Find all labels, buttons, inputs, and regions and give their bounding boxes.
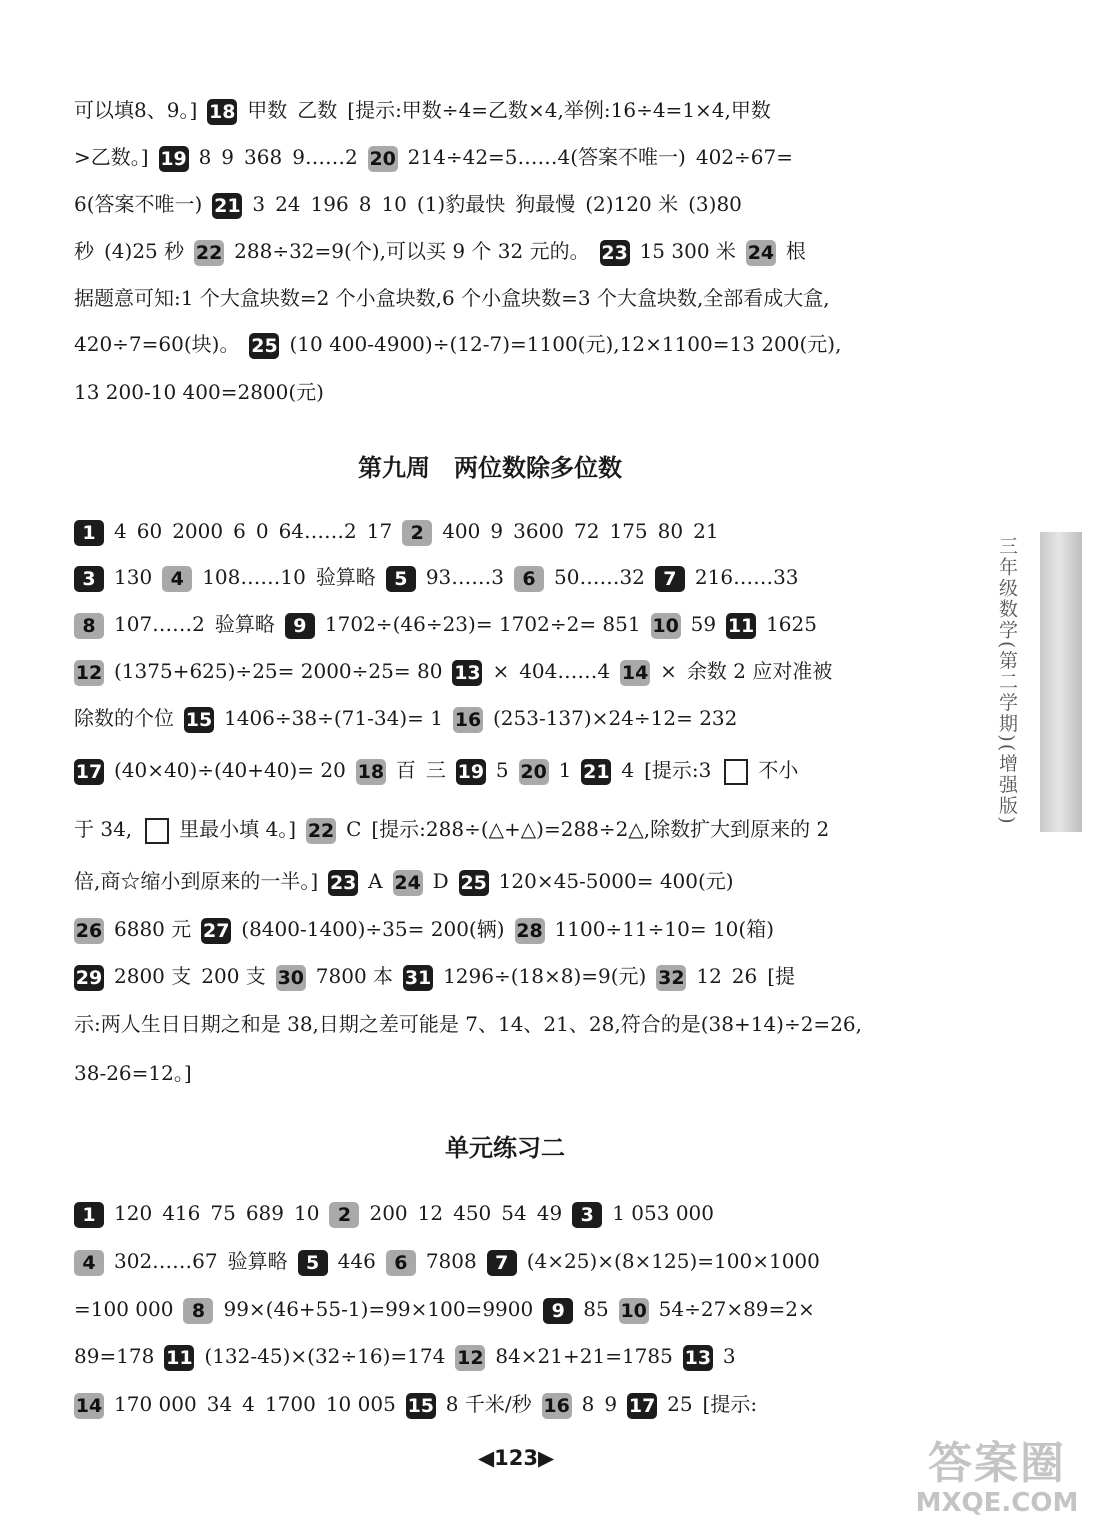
answer-text: (1375+625)÷25= 2000÷25= 80 (114, 659, 443, 683)
question-number-badge: 9 (543, 1298, 573, 1324)
answer-text: (4×25)×(8×125)=100×1000 (526, 1249, 820, 1273)
answer-line-15 (74, 917, 784, 944)
answer-text: 8 (198, 145, 212, 169)
question-number-badge: 8 (74, 613, 104, 639)
question-number-badge: 17 (628, 1394, 656, 1417)
answer-text: 59 (690, 612, 717, 636)
answer-text: 4 (621, 758, 635, 782)
answer-text: × (660, 659, 677, 683)
question-number-badge: 18 (209, 100, 236, 123)
question-number-badge: 15 (185, 708, 213, 731)
answer-text: 368 (244, 145, 283, 169)
answer-text: 21 (693, 519, 719, 543)
answer-line-21 (74, 1297, 825, 1324)
question-number-badge: 18 (357, 760, 385, 783)
answer-text: 446 (337, 1249, 376, 1273)
answer-text: 12 (417, 1201, 444, 1225)
question-number-badge: 2 (402, 520, 432, 546)
answer-text: 9 (490, 519, 504, 543)
question-number-badge: 14 (75, 1394, 103, 1417)
section-title-week9: 第九周 两位数除多位数 (358, 453, 622, 482)
answer-text: 420÷7=60(块)。 (74, 332, 240, 356)
answer-text: 402÷67= (695, 145, 794, 169)
answer-text: 7808 (425, 1249, 477, 1273)
answer-text: 4 (242, 1392, 255, 1416)
answer-text: 1 (558, 758, 572, 782)
answer-text: 2000 (172, 519, 224, 543)
answer-text: (1)豹最快 (416, 192, 506, 216)
answer-text: (132-45)×(32÷16)=174 (204, 1344, 446, 1368)
question-number-badge: 29 (75, 966, 103, 989)
answer-text: 80 (657, 519, 684, 543)
question-number-badge: 23 (329, 871, 357, 894)
answer-text: 107……2 (114, 612, 205, 636)
answer-text: 200 支 (201, 964, 266, 988)
answer-text: 175 (609, 519, 648, 543)
answer-text: [提示: (702, 1392, 758, 1416)
answer-text: 三 (425, 758, 446, 782)
question-number-badge: 25 (460, 871, 487, 894)
question-number-badge: 4 (74, 1250, 104, 1276)
question-number-badge: 6 (514, 566, 544, 592)
question-number-badge: 31 (404, 966, 432, 989)
answer-text: 404……4 (519, 659, 611, 683)
answer-text: 3 (252, 192, 266, 216)
answer-line-0 (74, 98, 781, 125)
question-number-badge: 13 (684, 1346, 712, 1369)
answer-text: 狗最慢 (515, 192, 576, 216)
question-number-badge: 10 (652, 614, 679, 637)
answer-text: 余数 2 应对准被 (686, 659, 833, 683)
question-number-badge: 19 (160, 147, 187, 170)
answer-line-8 (74, 565, 809, 592)
section-title-unit2: 单元练习二 (445, 1133, 565, 1162)
answer-text: 10 (381, 192, 407, 216)
answer-text: 验算略 (214, 612, 275, 636)
blank-box (145, 818, 169, 844)
answer-text: 百 (395, 758, 416, 782)
answer-text: 34 (206, 1392, 233, 1416)
question-number-badge: 21 (583, 760, 610, 783)
answer-text: 7800 本 (315, 964, 394, 988)
answer-text: × (492, 659, 510, 683)
question-number-badge: 27 (203, 919, 230, 942)
question-number-badge: 24 (394, 871, 421, 894)
answer-text: 4 (114, 519, 127, 543)
answer-text: 根 (785, 239, 806, 263)
answer-text: D (432, 869, 449, 893)
answer-text: 1700 (264, 1392, 316, 1416)
answer-text: 12 (696, 964, 722, 988)
question-number-badge: 21 (214, 194, 241, 217)
answer-text: 乙数 (297, 98, 338, 122)
answer-text: 甲数 (247, 98, 288, 122)
question-number-badge: 1 (74, 520, 104, 546)
answer-text: 400 (442, 519, 481, 543)
answer-text: 93……3 (425, 565, 504, 589)
answer-text: 于 34, (74, 817, 133, 841)
answer-text: 1625 (766, 612, 817, 636)
watermark-logo (912, 1440, 1082, 1530)
answer-text: 196 (310, 192, 349, 216)
answer-text: >乙数。] (74, 145, 149, 169)
answer-text: (40×40)÷(40+40)= 20 (114, 758, 346, 782)
answer-text: 6(答案不唯一) (74, 192, 203, 216)
answer-text: 6880 元 (114, 917, 192, 941)
answer-text: 170 000 (114, 1392, 197, 1416)
answer-text: 24 (275, 192, 301, 216)
question-number-badge: 12 (75, 661, 103, 684)
question-number-badge: 20 (369, 147, 396, 170)
answer-line-22 (74, 1344, 746, 1371)
answer-text: 214÷42=5……4(答案不唯一) (407, 145, 686, 169)
answer-text: 8 (358, 192, 372, 216)
answer-line-16 (74, 964, 805, 991)
answer-line-9 (74, 612, 827, 639)
answer-text: 108……10 (202, 565, 306, 589)
answer-text: 9 (221, 145, 235, 169)
question-number-badge: 4 (162, 566, 192, 592)
answer-text: (4)25 秒 (104, 239, 185, 263)
answer-text: 6 (233, 519, 246, 543)
watermark-line-1: 答案圈 (928, 1438, 1066, 1489)
question-number-badge: 32 (658, 966, 685, 989)
answer-text: 据题意可知:1 个大盒块数=2 个小盒块数,6 个小盒块数=3 个大盒块数,全部看成大盒, (74, 286, 830, 310)
page-number: ◀123▶ (478, 1446, 555, 1470)
question-number-badge: 8 (183, 1298, 213, 1324)
question-number-badge: 16 (454, 708, 482, 731)
answer-text: [提 (767, 964, 796, 988)
answer-text: 1100÷11÷10= 10(箱) (554, 917, 775, 941)
answer-text: 49 (536, 1201, 563, 1225)
blank-box (724, 759, 748, 785)
answer-line-18 (74, 1061, 202, 1085)
question-number-badge: 24 (747, 241, 775, 264)
question-number-badge: 15 (407, 1394, 435, 1417)
answer-text: 72 (574, 519, 600, 543)
answer-line-20 (74, 1249, 830, 1276)
answer-line-7 (74, 519, 729, 546)
answer-text: 99×(46+55-1)=99×100=9900 (223, 1297, 534, 1321)
answer-text: 8 (581, 1392, 595, 1416)
answer-text: 0 (255, 519, 269, 543)
question-number-badge: 22 (195, 241, 223, 264)
answer-line-3 (74, 239, 816, 266)
answer-text: 9 (604, 1392, 618, 1416)
answer-text: 54 (501, 1201, 527, 1225)
question-number-badge: 28 (516, 919, 543, 942)
answer-text: 450 (453, 1201, 492, 1225)
question-number-badge: 20 (520, 760, 547, 783)
answer-text: 3600 (513, 519, 565, 543)
answer-text: 200 (369, 1201, 408, 1225)
answer-text: 50……32 (554, 565, 645, 589)
answer-text: 416 (162, 1201, 201, 1225)
answer-text: 10 (294, 1201, 320, 1225)
answer-text: 130 (114, 565, 153, 589)
answer-text: 17 (366, 519, 393, 543)
question-number-badge: 25 (251, 334, 278, 357)
answer-text: (8400-1400)÷35= 200(辆) (241, 917, 505, 941)
answer-text: 10 005 (325, 1392, 396, 1416)
answer-text: 除数的个位 (74, 706, 174, 730)
question-number-badge: 6 (386, 1250, 416, 1276)
question-number-badge: 19 (457, 760, 485, 783)
answer-text: 64……2 (278, 519, 357, 543)
answer-line-11 (74, 706, 747, 733)
question-number-badge: 22 (307, 819, 335, 842)
question-number-badge: 7 (487, 1250, 517, 1276)
question-number-badge: 23 (601, 241, 628, 264)
question-number-badge: 11 (727, 614, 755, 637)
answer-text: 85 (583, 1297, 609, 1321)
question-number-badge: 2 (329, 1202, 359, 1228)
question-number-badge: 12 (457, 1346, 484, 1369)
answer-line-6 (74, 380, 334, 404)
answer-text: 13 200-10 400=2800(元) (74, 380, 324, 404)
answer-text: 9……2 (292, 145, 358, 169)
answer-text: 验算略 (315, 565, 376, 589)
answer-text: 38-26=12。] (74, 1061, 192, 1085)
answer-text: 1296÷(18×8)=9(元) (443, 964, 647, 988)
answer-text: 1702÷(46÷23)= 1702÷2= 851 (324, 612, 641, 636)
answer-text: 里最小填 4。] (179, 817, 297, 841)
answer-text: 不小 (758, 758, 799, 782)
question-number-badge: 1 (74, 1202, 104, 1228)
answer-text: 3 (722, 1344, 736, 1368)
answer-text: 120×45-5000= 400(元) (498, 869, 734, 893)
answer-text: [提示:3 (644, 758, 712, 782)
answer-text: 75 (210, 1201, 236, 1225)
answer-text: 验算略 (227, 1249, 288, 1273)
answer-text: (3)80 (688, 192, 742, 216)
answer-text: 120 (114, 1201, 153, 1225)
question-number-badge: 14 (621, 661, 649, 684)
answer-text: 302……67 (114, 1249, 218, 1273)
answer-text: (253-137)×24÷12= 232 (492, 706, 738, 730)
answer-text: 216……33 (694, 565, 799, 589)
question-number-badge: 5 (386, 566, 416, 592)
answer-text: 可以填8、9。] (74, 98, 198, 122)
answer-line-10 (74, 659, 842, 686)
answer-line-13 (74, 817, 839, 844)
question-number-badge: 3 (74, 566, 104, 592)
answer-text: [提示:288÷(△+△)=288÷2△,除数扩大到原来的 2 (371, 817, 830, 841)
answer-line-5 (74, 332, 851, 359)
answer-text: 25 (667, 1392, 693, 1416)
answer-text: 示:两人生日日期之和是 38,日期之差可能是 7、14、21、28,符合的是(38+14)÷2=26, (74, 1012, 862, 1036)
answer-text: 1 053 000 (612, 1201, 714, 1225)
answer-text: 8 千米/秒 (445, 1392, 532, 1416)
answer-line-4 (74, 286, 840, 310)
question-number-badge: 16 (543, 1394, 570, 1417)
answer-text: 54÷27×89=2× (658, 1297, 815, 1321)
answer-text: 26 (731, 964, 758, 988)
answer-text: 689 (245, 1201, 285, 1225)
question-number-badge: 5 (298, 1250, 328, 1276)
question-number-badge: 11 (166, 1346, 193, 1369)
side-tab-strip (1040, 532, 1082, 832)
answer-text: =100 000 (74, 1297, 174, 1321)
question-number-badge: 13 (454, 661, 481, 684)
answer-line-1 (74, 145, 803, 172)
answer-text: 288÷32=9(个),可以买 9 个 32 元的。 (234, 239, 590, 263)
question-number-badge: 30 (277, 966, 305, 989)
answer-text: 2800 支 (114, 964, 192, 988)
answer-line-2 (74, 192, 752, 219)
answer-text: (2)120 米 (585, 192, 679, 216)
answer-text: 1406÷38÷(71-34)= 1 (224, 706, 443, 730)
answer-text: 15 300 米 (639, 239, 736, 263)
question-number-badge: 7 (655, 566, 685, 592)
answer-text: [提示:甲数÷4=乙数×4,举例:16÷4=1×4,甲数 (347, 98, 771, 122)
answer-text: 89=178 (74, 1344, 155, 1368)
answer-line-12 (74, 758, 808, 785)
answer-text: 倍,商☆缩小到原来的一半。] (74, 869, 319, 893)
answer-text: 5 (495, 758, 509, 782)
question-number-badge: 9 (285, 613, 315, 639)
question-number-badge: 17 (75, 760, 103, 783)
question-number-badge: 3 (572, 1202, 602, 1228)
answer-text: C (346, 817, 362, 841)
answer-text: 84×21+21=1785 (495, 1344, 673, 1368)
answer-line-19 (74, 1201, 724, 1228)
watermark-line-2: MXQE.COM (915, 1488, 1079, 1518)
answer-text: 秒 (74, 239, 94, 263)
answer-line-17 (74, 1012, 872, 1036)
question-number-badge: 26 (75, 919, 103, 942)
side-tab-label: 三年级数学(第二学期)(增强版) (996, 536, 1018, 826)
answer-line-23 (74, 1392, 767, 1419)
question-number-badge: 10 (620, 1299, 647, 1322)
answer-text: 60 (136, 519, 163, 543)
answer-line-14 (74, 869, 744, 896)
answer-text: (10 400-4900)÷(12-7)=1100(元),12×1100=13 200(元), (289, 332, 842, 356)
answer-text: A (368, 869, 383, 893)
